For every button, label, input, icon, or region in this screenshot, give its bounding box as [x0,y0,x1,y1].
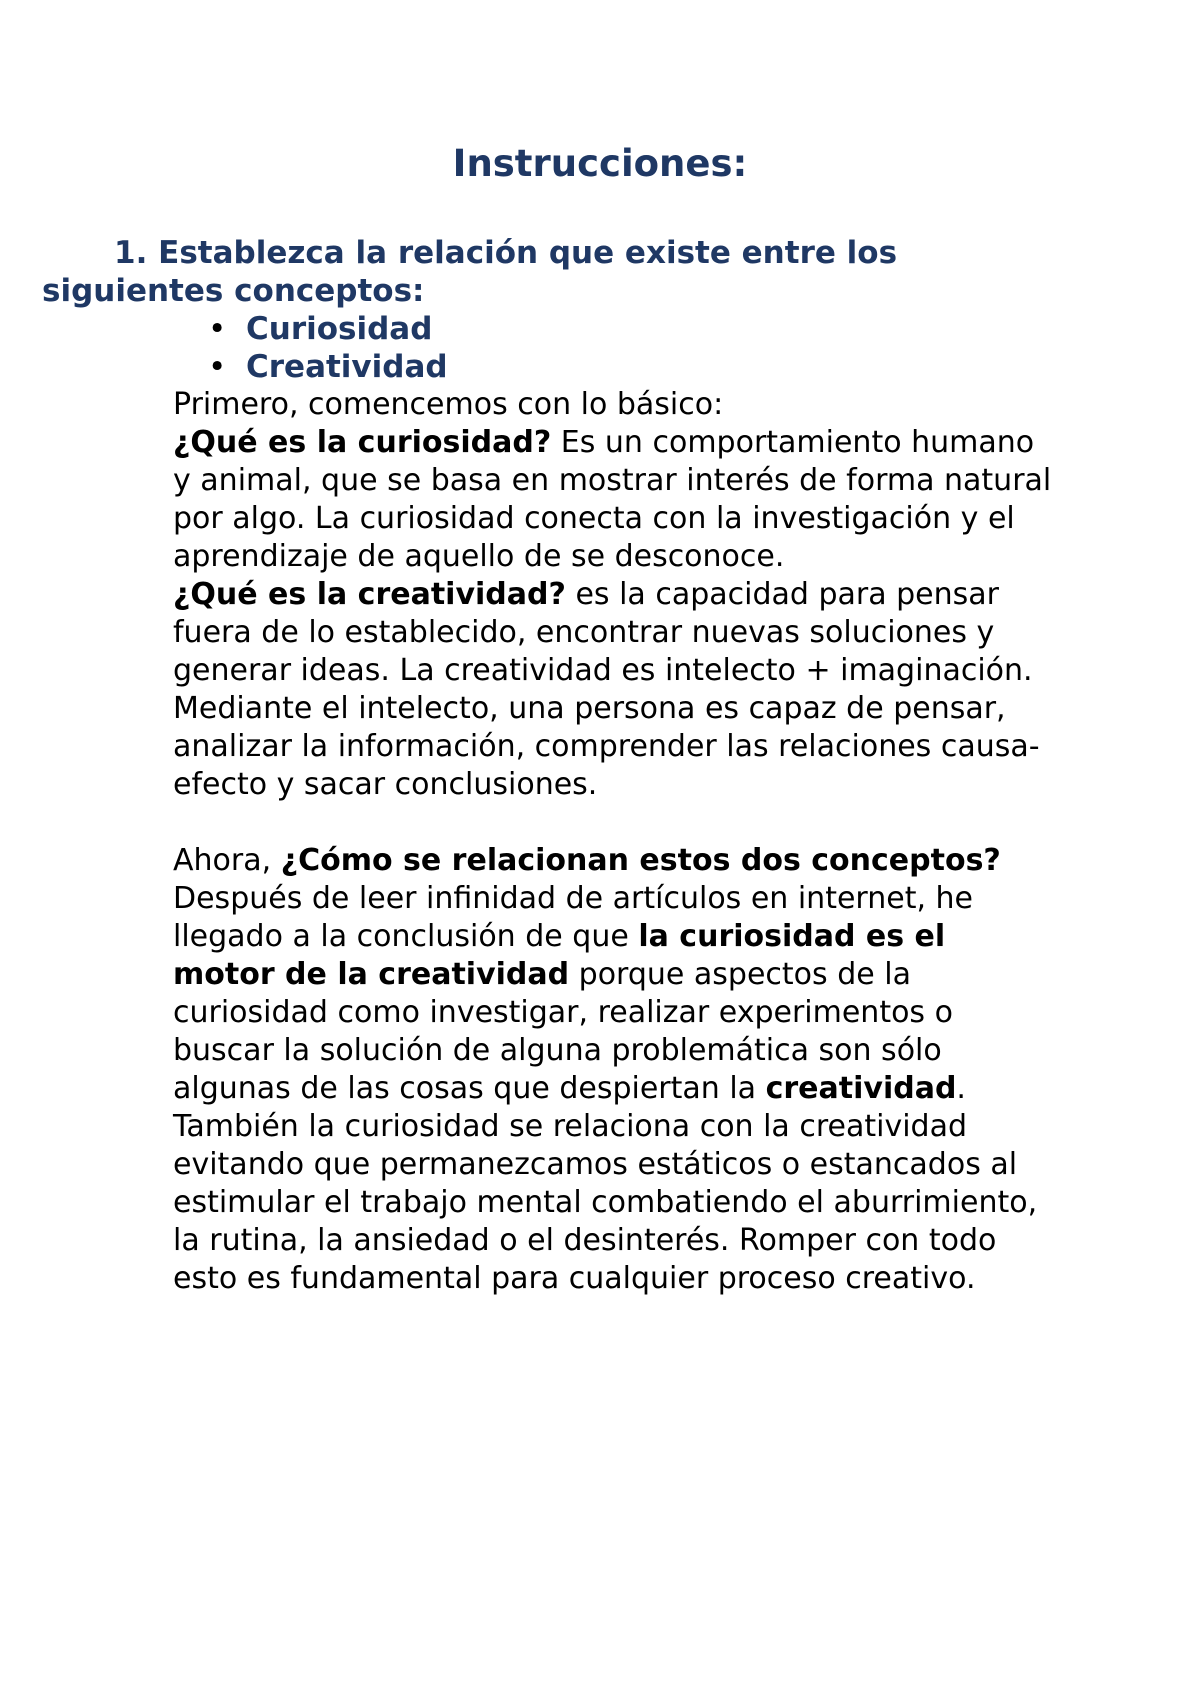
relation-emphasis-2: creatividad [765,1071,957,1106]
concept-label: Curiosidad [246,311,433,347]
relation-lead: Ahora, [173,843,281,878]
answer-body [173,386,1053,1298]
relation-paragraph [173,842,1053,1298]
bullet-icon: • [208,311,227,347]
creativity-text: es la capacidad para pensar fuera de lo establecido, encontrar nuevas soluciones y generar ideas. La creatividad es intelecto + imaginación. Mediante el intelecto, una persona es capaz de pensar, analizar la información, comprender las relaciones causa-efecto y sacar conclusiones. [173,577,1040,802]
question-number: 1. [114,235,148,271]
curiosity-paragraph [173,424,1053,576]
intro-paragraph: Primero, comencemos con lo básico: [173,387,724,422]
curiosity-text: Es un comportamiento humano y animal, que se basa en mostrar interés de forma natural por algo. La curiosidad conecta con la investigación y el aprendizaje de aquello de se desconoce. [173,425,1052,574]
relation-text-3: . También la curiosidad se relaciona con la creatividad evitando que permanezcamos estáticos o estancados al estimular el trabajo mental combatiendo el aburrimiento, la rutina, la ansiedad o el desinterés. Romper con todo esto es fundamental para cualquier proceso creativo. [173,1071,1038,1296]
concept-label: Creatividad [246,349,448,385]
relation-text-2: porque aspectos de la curiosidad como investigar, realizar experimentos o buscar la solución de alguna problemática son sólo algunas de las cosas que despiertan la [173,957,953,1106]
question-item [42,234,1042,310]
creativity-paragraph [173,576,1053,804]
question-text: Establezca la relación que existe entre los siguientes conceptos: [42,235,898,309]
bullet-icon: • [208,349,227,385]
relation-question: ¿Cómo se relacionan estos dos conceptos? [280,843,1001,878]
concept-item [208,348,448,386]
curiosity-heading: ¿Qué es la curiosidad? [173,425,552,460]
document-title: Instrucciones: [452,142,748,185]
relation-text-1: Después de leer infinidad de artículos en internet, he llegado a la conclusión de que [173,881,973,954]
relation-emphasis-1: la curiosidad es el motor de la creatividad [173,919,946,992]
concept-list [208,310,448,386]
paragraph-spacer [173,804,1053,842]
creativity-heading: ¿Qué es la creatividad? [173,577,566,612]
concept-item [208,310,448,348]
